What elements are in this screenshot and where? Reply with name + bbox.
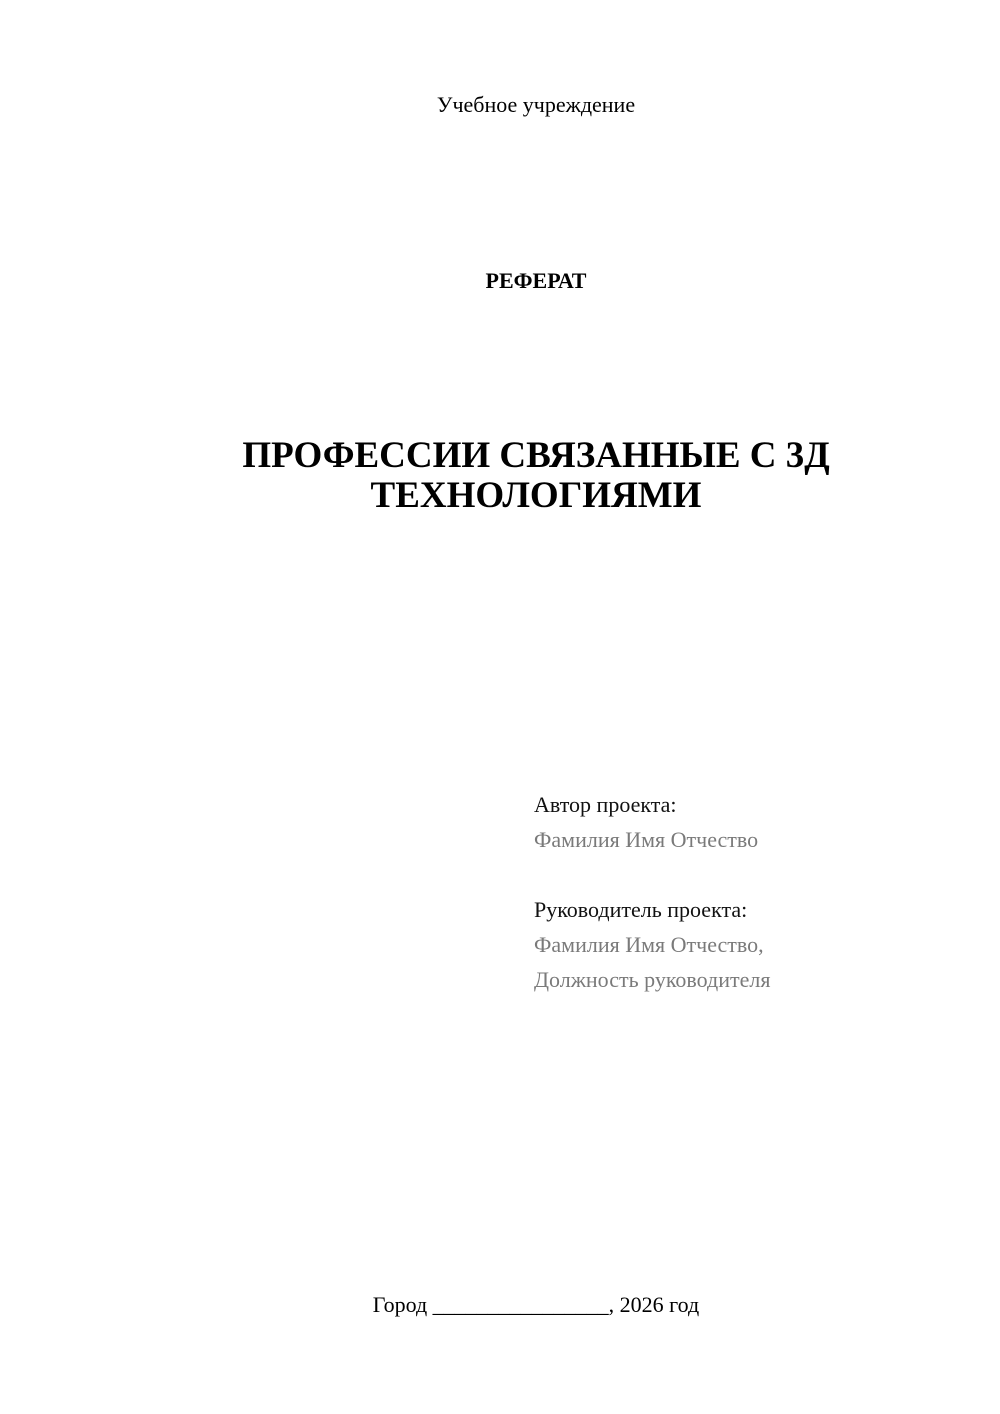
document-title [186,436,886,516]
city-year-footer: Город ________________, 2026 год [372,1292,700,1317]
supervisor-label: Руководитель проекта: [534,897,748,922]
author-name: Фамилия Имя Отчество [534,827,759,852]
document-type: РЕФЕРАТ [485,268,587,293]
title-line-2: ТЕХНОЛОГИЯМИ [370,475,702,516]
supervisor-position: Должность руководителя [534,967,771,992]
title-line-1: ПРОФЕССИИ СВЯЗАННЫЕ С 3Д [242,435,830,476]
author-label: Автор проекта: [534,792,677,817]
info-spacer [534,857,770,892]
supervisor-name: Фамилия Имя Отчество, [534,932,764,957]
institution-name: Учебное учреждение [436,92,636,117]
project-info-block [534,787,770,997]
